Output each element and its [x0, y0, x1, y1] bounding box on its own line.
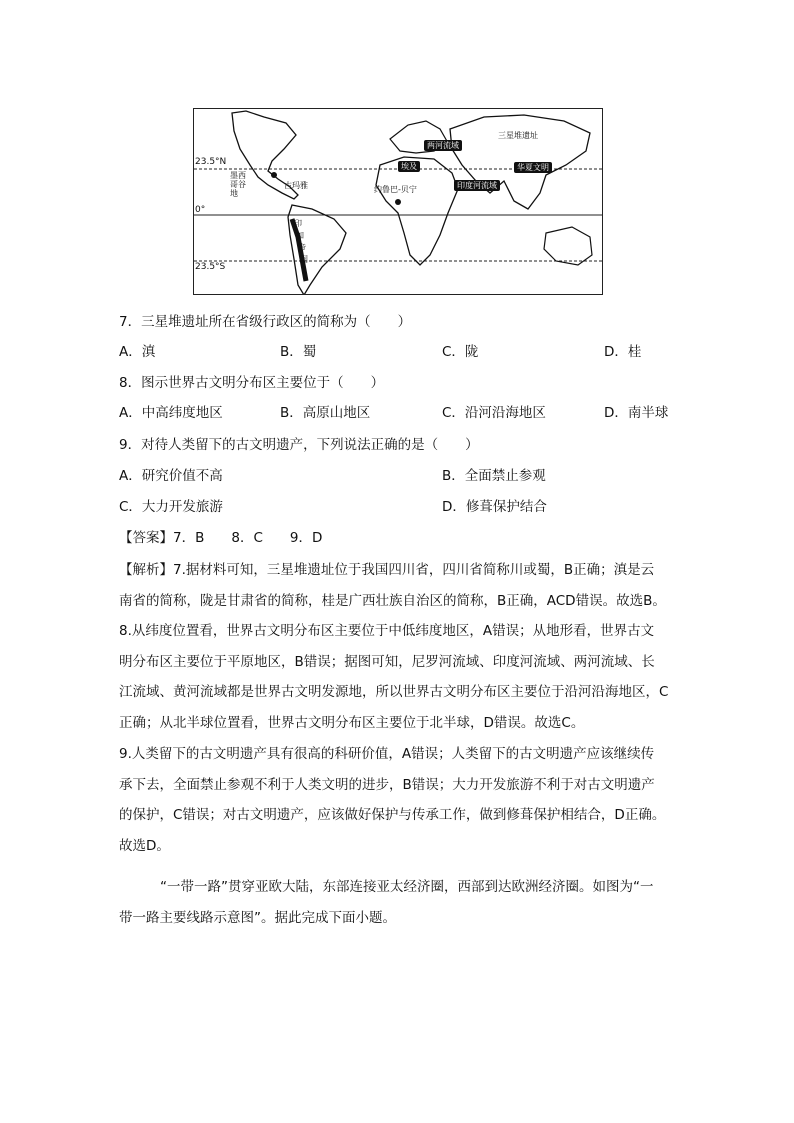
question-8-stem: 8．图示世界古文明分布区主要位于（ ） — [119, 375, 385, 391]
q8-option-c: C．沿河沿海地区 — [442, 405, 546, 421]
analysis-2-line-4: 正确；从北半球位置看，世界古文明分布区主要位于北半球，D错误。故选C。 — [119, 714, 585, 731]
intro-line-1: “一带一路”贯穿亚欧大陆，东部连接亚太经济圈，西部到达欧洲经济圈。如图为“一 — [160, 879, 654, 895]
map-drawing — [194, 109, 603, 295]
q9-option-d: D．修葺保护结合 — [442, 499, 547, 515]
label-inca-3: 帝 — [298, 243, 306, 252]
q7-option-c: C．陇 — [442, 344, 479, 360]
intro-paragraph — [119, 872, 691, 933]
q9-option-c: C．大力开发旅游 — [119, 499, 223, 515]
analysis-2-line-1: 8.从纬度位置看，世界古文明分布区主要位于中低纬度地区，A错误；从地形看，世界古文 — [119, 623, 655, 639]
lat-label-north: 23.5°N — [195, 157, 227, 167]
yoruba-dot — [395, 199, 401, 205]
analysis-3-line-3: 的保护，C错误；对古文明遗产，应该做好保护与传承工作，做到修葺保护相结合，D正确。 — [119, 807, 666, 823]
tag-huaxia: 华夏文明 — [514, 162, 552, 173]
analysis-3-line-1: 9.人类留下的古文明遗产具有很高的科研价值，A错误；人类留下的古文明遗产应该继续传 — [119, 746, 655, 762]
intro-line-2: 带一路主要线路示意图”。据此完成下面小题。 — [119, 909, 396, 926]
tag-indus: 印度河流域 — [454, 180, 500, 191]
analysis-1-line-2: 南省的简称，陇是甘肃省的简称，桂是广西壮族自治区的简称，B正确，ACD错误。故选B。 — [119, 592, 666, 609]
analysis-3-line-2: 承下去，全面禁止参观不利于人类文明的进步，B错误；大力开发旅游不利于对古文明遗产 — [119, 776, 655, 793]
label-yoruba-benin: 约鲁巴-贝宁 — [374, 185, 417, 194]
analysis-paragraph-1 — [119, 555, 691, 616]
lat-label-south: 23.5°S — [195, 262, 226, 272]
q9-option-b: B．全面禁止参观 — [442, 468, 546, 484]
label-sanxingdui: 三星堆遗址 — [498, 131, 538, 140]
tag-egypt: 埃及 — [398, 161, 420, 172]
q7-option-d: D．桂 — [604, 344, 642, 360]
q8-option-d: D．南半球 — [604, 405, 669, 421]
answer-line: 【答案】7．B 8．C 9．D — [119, 530, 323, 546]
label-inca-2: 加 — [296, 231, 304, 240]
world-civilization-map — [193, 108, 603, 295]
analysis-2-line-3: 江流域、黄河流域都是世界古文明发源地，所以世界古文明分布区主要位于沿河沿海地区，C — [119, 684, 669, 700]
analysis-paragraph-2 — [119, 616, 691, 738]
question-9-stem: 9．对待人类留下的古文明遗产，下列说法正确的是（ ） — [119, 437, 479, 453]
label-inca-1: 印 — [294, 219, 302, 228]
label-maya: 古玛雅 — [284, 181, 308, 190]
label-mexico-valley: 墨西哥谷地 — [230, 171, 246, 198]
maya-dot — [271, 172, 277, 178]
tag-mesopotamia: 两河流域 — [424, 140, 462, 151]
q8-option-b: B．高原山地区 — [280, 405, 371, 421]
australia-outline — [544, 227, 592, 265]
q9-option-a: A．研究价值不高 — [119, 468, 223, 484]
q7-option-b: B．蜀 — [280, 344, 317, 360]
analysis-paragraph-3 — [119, 739, 691, 861]
analysis-1-line-1: 【解析】7.据材料可知，三星堆遗址位于我国四川省，四川省简称川或蜀，B正确；滇是云 — [119, 562, 655, 578]
analysis-3-line-4: 故选D。 — [119, 837, 170, 854]
question-7-stem: 7．三星堆遗址所在省级行政区的简称为（ ） — [119, 314, 412, 330]
q7-option-a: A．滇 — [119, 344, 156, 360]
lat-label-equator: 0° — [195, 205, 206, 215]
q8-option-a: A．中高纬度地区 — [119, 405, 223, 421]
africa-outline — [376, 157, 458, 265]
analysis-2-line-2: 明分布区主要位于平原地区，B错误；据图可知，尼罗河流域、印度河流域、两河流域、长 — [119, 653, 655, 670]
label-inca-4: 国 — [300, 255, 308, 264]
